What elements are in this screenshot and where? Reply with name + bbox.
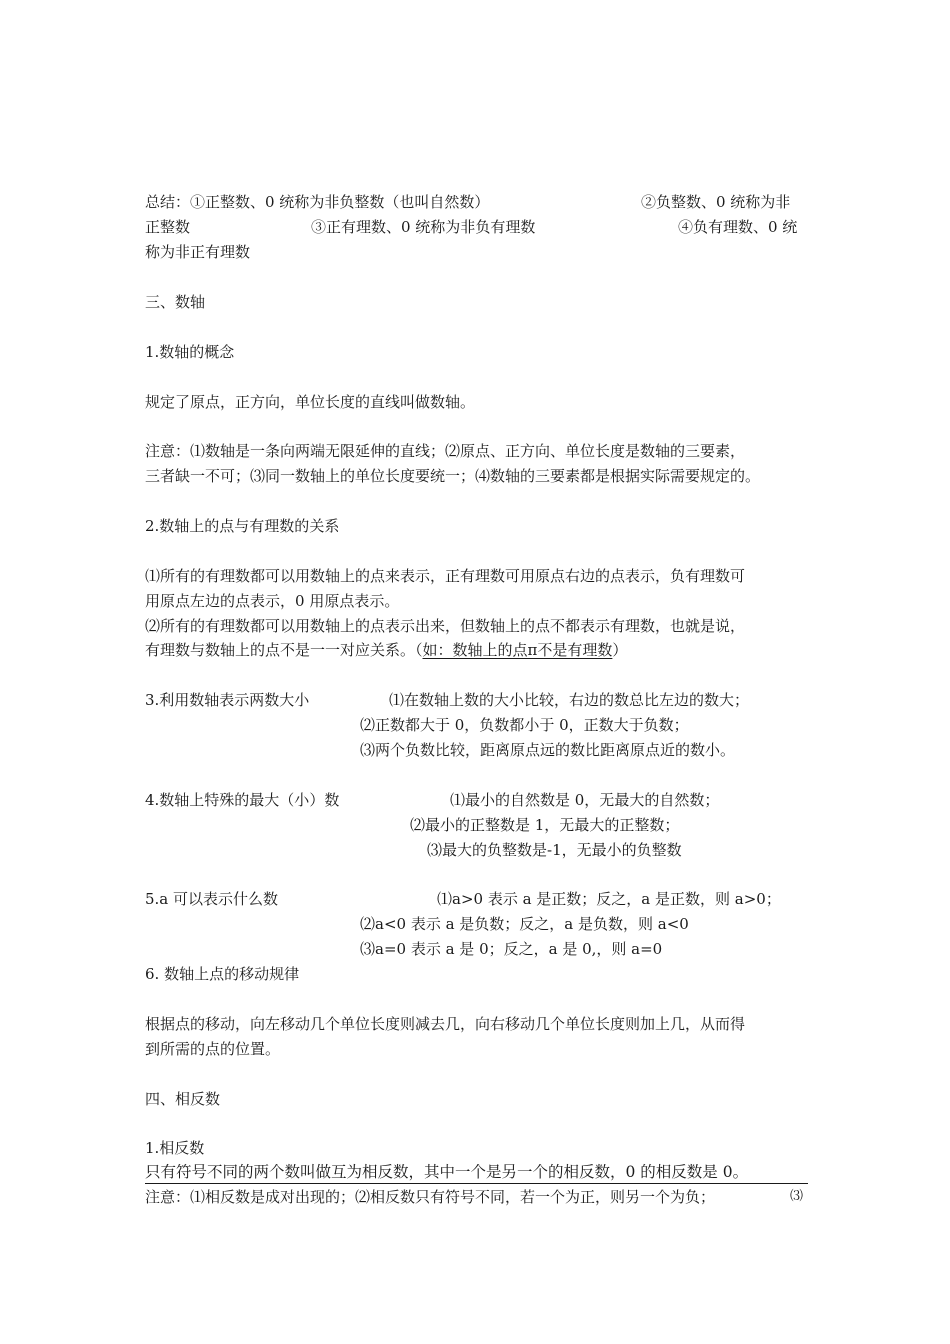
s3-2-p2-example: 如：数轴上的点π不是有理数 <box>422 641 613 659</box>
s3-1-title: 1.数轴的概念 <box>145 343 235 361</box>
s4-1-note: 注意：⑴相反数是成对出现的；⑵相反数只有符号不同，若一个为正，则另一个为负； <box>145 1188 716 1206</box>
s3-3-title: 3.利用数轴表示两数大小 <box>145 691 310 709</box>
s3-1-note-line1: 注意：⑴数轴是一条向两端无限延伸的直线；⑵原点、正方向、单位长度是数轴的三要素， <box>145 442 746 460</box>
s3-4-item1: ⑴最小的自然数是 0，无最大的自然数； <box>450 791 720 809</box>
s3-4-item2: ⑵最小的正整数是 1，无最大的正整数； <box>410 816 680 834</box>
section4-heading: 四、相反数 <box>145 1090 221 1108</box>
s3-5-item1: ⑴a>0 表示 a 是正数；反之，a 是正数，则 a>0； <box>437 890 781 908</box>
s3-6-title: 6. 数轴上点的移动规律 <box>145 965 300 983</box>
s3-1-note-line2: 三者缺一不可；⑶同一数轴上的单位长度要统一；⑷数轴的三要素都是根据实际需要规定的。 <box>145 467 761 485</box>
s3-4-item3: ⑶最大的负整数是-1，无最小的负整数 <box>427 841 682 859</box>
summary-line2-part3: ④负有理数、0 统 <box>678 218 798 236</box>
s3-6-p-line2: 到所需的点的位置。 <box>145 1040 281 1058</box>
s3-6-p-line1: 根据点的移动，向左移动几个单位长度则减去几，向右移动几个单位长度则加上几，从而得 <box>145 1015 746 1033</box>
s3-2-title: 2.数轴上的点与有理数的关系 <box>145 517 340 535</box>
s4-1-definition: 只有符号不同的两个数叫做互为相反数，其中一个是另一个的相反数，0 的相反数是 0。 <box>145 1163 749 1181</box>
s3-5-item3: ⑶a=0 表示 a 是 0；反之，a 是 0,，则 a=0 <box>360 940 663 958</box>
summary-line1-part1: 总结：①正整数、0 统称为非负整数（也叫自然数） <box>145 193 490 211</box>
s3-5-title: 5.a 可以表示什么数 <box>145 890 279 908</box>
s4-1-title: 1.相反数 <box>145 1139 205 1157</box>
s3-2-p2-text: 有理数与数轴上的点不是一一对应关系。（ <box>145 641 423 659</box>
s3-3-item3: ⑶两个负数比较，距离原点远的数比距离原点近的数小。 <box>360 741 736 759</box>
s3-2-p2-line1: ⑵所有的有理数都可以用数轴上的点表示出来，但数轴上的点不都表示有理数，也就是说， <box>145 617 746 635</box>
s3-2-p2-line2 <box>145 640 627 660</box>
s3-2-p2-close: ） <box>612 641 628 659</box>
s3-2-p1-line2: 用原点左边的点表示，0 用原点表示。 <box>145 592 400 610</box>
s4-1-note-tail: ⑶ <box>790 1189 804 1204</box>
s3-2-p1-line1: ⑴所有的有理数都可以用数轴上的点来表示，正有理数可用原点右边的点表示，负有理数可 <box>145 567 746 585</box>
s3-5-item2: ⑵a<0 表示 a 是负数；反之，a 是负数，则 a<0 <box>360 915 689 933</box>
s3-4-title: 4.数轴上特殊的最大（小）数 <box>145 791 340 809</box>
s3-1-definition: 规定了原点，正方向，单位长度的直线叫做数轴。 <box>145 393 476 411</box>
summary-line2-part1: 正整数 <box>145 218 191 236</box>
s3-3-item1: ⑴在数轴上数的大小比较，右边的数总比左边的数大； <box>389 691 750 709</box>
s3-3-item2: ⑵正数都大于 0，负数都小于 0，正数大于负数； <box>360 716 689 734</box>
summary-line2-part2: ③正有理数、0 统称为非负有理数 <box>311 218 536 236</box>
summary-line1-part2: ②负整数、0 统称为非 <box>641 193 791 211</box>
definition-underline <box>145 1183 808 1184</box>
summary-line3: 称为非正有理数 <box>145 243 251 261</box>
section3-heading: 三、数轴 <box>145 293 206 311</box>
